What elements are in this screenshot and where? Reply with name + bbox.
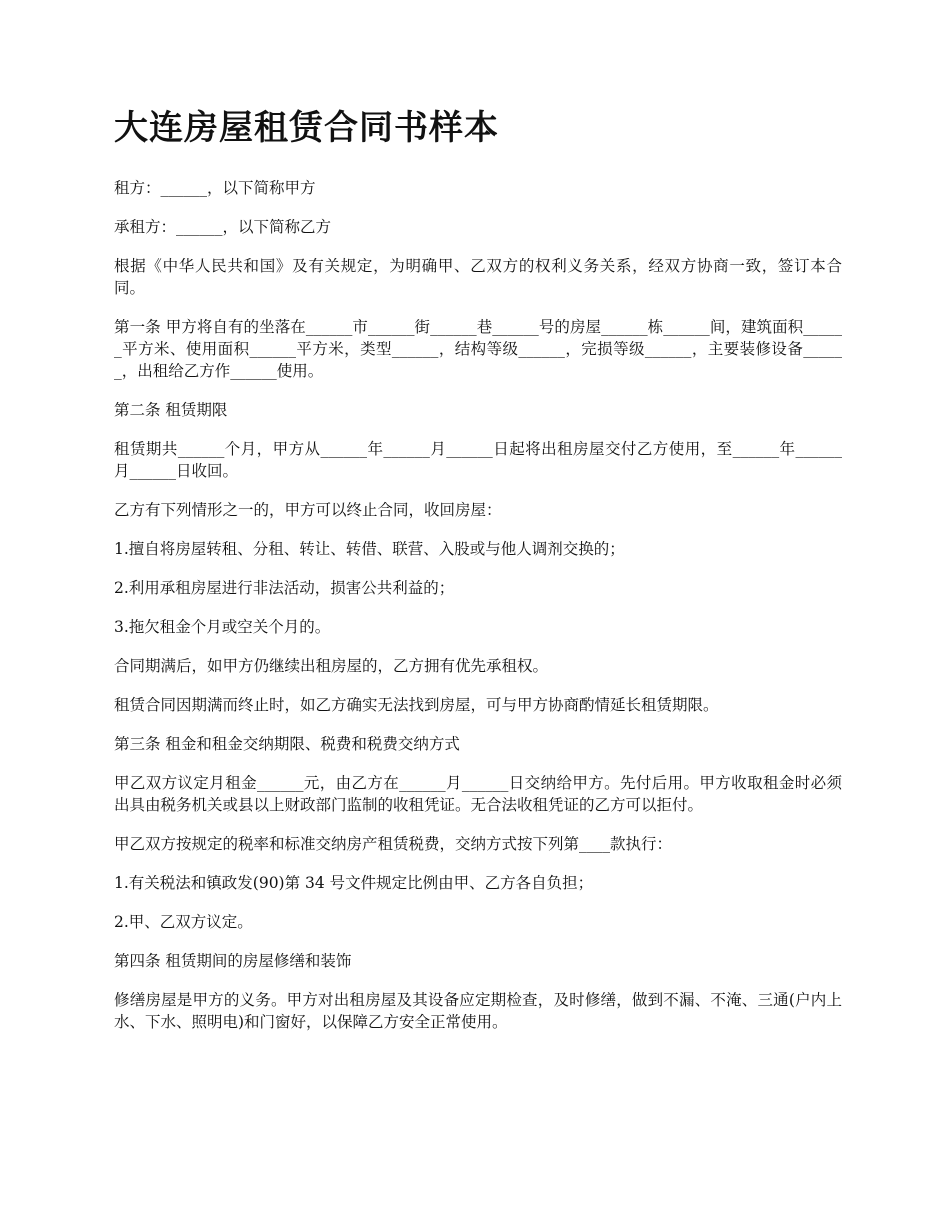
paragraph-rent: 甲乙双方议定月租金______元，由乙方在______月______日交纳给甲方。先付后用。甲方收取租金时必须出具由税务机关或县以上财政部门监制的收租凭证。无合法收租凭证的乙方可以拒付。 — [114, 773, 842, 814]
list-item-tax-1: 1.有关税法和镇政发(90)第 34 号文件规定比例由甲、乙方各自负担； — [114, 873, 594, 892]
list-item-termination-3: 3.拖欠租金个月或空关个月的。 — [114, 617, 331, 636]
paragraph-priority-right: 合同期满后，如甲方仍继续出租房屋的，乙方拥有优先承租权。 — [114, 656, 549, 675]
paragraph-lease-term: 租赁期共______个月，甲方从______年______月______日起将出租房屋交付乙方使用，至______年______月______日收回。 — [114, 439, 842, 480]
heading-article-4: 第四条 租赁期间的房屋修缮和装饰 — [114, 951, 352, 970]
paragraph-tax: 甲乙双方按规定的税率和标准交纳房产租赁税费，交纳方式按下列第____款执行： — [114, 834, 673, 853]
list-item-termination-2: 2.利用承租房屋进行非法活动，损害公共利益的； — [114, 578, 455, 597]
heading-article-3: 第三条 租金和租金交纳期限、税费和税费交纳方式 — [114, 734, 460, 753]
document-page — [114, 108, 842, 1050]
paragraph-article-1: 第一条 甲方将自有的坐落在______市______街______巷______号的房屋______栋______间，建筑面积______平方米、使用面积______平方米，类型______，结构等级______，完损等级______，主要装修设备______，出租给乙方作______使用。 — [114, 317, 842, 380]
list-item-termination-1: 1.擅自将房屋转租、分租、转让、转借、联营、入股或与他人调剂交换的； — [114, 539, 625, 558]
paragraph-termination-intro: 乙方有下列情形之一的，甲方可以终止合同，收回房屋： — [114, 500, 502, 519]
document-title: 大连房屋租赁合同书样本 — [114, 108, 499, 148]
paragraph-lessor: 租方：______，以下简称甲方 — [114, 178, 316, 197]
paragraph-repairs: 修缮房屋是甲方的义务。甲方对出租房屋及其设备应定期检查，及时修缮，做到不漏、不淹、三通(户内上水、下水、照明电)和门窗好，以保障乙方安全正常使用。 — [114, 990, 842, 1031]
paragraph-preamble: 根据《中华人民共和国》及有关规定，为明确甲、乙双方的权利义务关系，经双方协商一致，签订本合同。 — [114, 256, 842, 297]
heading-article-2: 第二条 租赁期限 — [114, 400, 228, 419]
list-item-tax-2: 2.甲、乙双方议定。 — [114, 912, 253, 931]
paragraph-lessee: 承租方：______，以下简称乙方 — [114, 217, 332, 236]
paragraph-extension: 租赁合同因期满而终止时，如乙方确实无法找到房屋，可与甲方协商酌情延长租赁期限。 — [114, 695, 719, 714]
